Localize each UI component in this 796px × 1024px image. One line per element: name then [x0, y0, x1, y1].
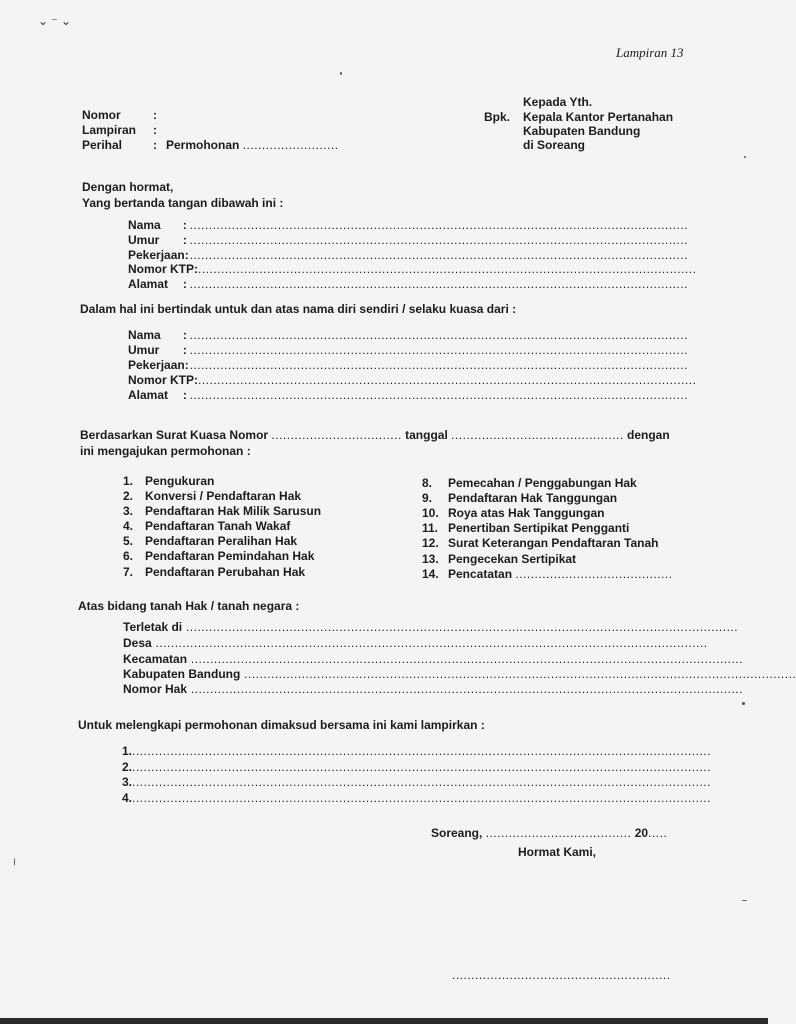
- service-item[interactable]: 10. Roya atas Hak Tanggungan: [422, 506, 605, 520]
- scan-edge: [0, 1018, 768, 1024]
- service-item[interactable]: 6. Pendaftaran Pemindahan Hak: [123, 549, 315, 563]
- addressee-line4: di Soreang: [523, 138, 586, 152]
- service-item[interactable]: 8. Pemecahan / Penggabungan Hak: [422, 476, 637, 490]
- attachment-item[interactable]: 4. .......................................................................................................................................................: [122, 791, 711, 805]
- principal-occupation-field[interactable]: Pekerjaan : ..................................................................................................................................: [128, 358, 688, 372]
- scan-artifact: ⌄ ⁻ ⌄: [38, 14, 72, 28]
- representation-text: Dalam hal ini bertindak untuk dan atas nama diri sendiri / selaku kuasa dari :: [80, 302, 517, 316]
- attachment-item[interactable]: 3. .......................................................................................................................................................: [122, 775, 711, 789]
- service-item[interactable]: 9. Pendaftaran Hak Tanggungan: [422, 491, 618, 505]
- perihal-value: Permohonan .........................: [166, 138, 339, 152]
- scan-speck: [744, 156, 746, 158]
- addressee-prefix: Bpk.: [484, 110, 511, 124]
- land-location-field[interactable]: Terletak di ................................................................................................................................................: [123, 620, 739, 634]
- applicant-ktp-field[interactable]: Nomor KTP : ..................................................................................................................................: [128, 262, 697, 276]
- scan-speck: [340, 72, 342, 75]
- place-date-line[interactable]: Soreang, ...................................... 20.....: [431, 826, 668, 840]
- attachment-number: Lampiran 13: [616, 45, 684, 60]
- power-of-attorney-line: Berdasarkan Surat Kuasa Nomor .................................. tanggal ............................................. dengan: [80, 428, 670, 442]
- land-right-number-field[interactable]: Nomor Hak ................................................................................................................................................: [123, 682, 743, 696]
- perihal-label: Perihal: [82, 138, 123, 152]
- service-item[interactable]: 2. Konversi / Pendaftaran Hak: [123, 489, 302, 503]
- land-district-field[interactable]: Kecamatan ................................................................................................................................................: [123, 652, 743, 666]
- attachment-item[interactable]: 1. .......................................................................................................................................................: [122, 744, 711, 758]
- request-intro: ini mengajukan permohonan :: [80, 444, 251, 458]
- service-item[interactable]: 7. Pendaftaran Perubahan Hak: [123, 565, 306, 579]
- applicant-age-field[interactable]: Umur : ..................................................................................................................................: [128, 233, 688, 247]
- principal-name-field[interactable]: Nama : ..................................................................................................................................: [128, 328, 688, 342]
- attachment-item[interactable]: 2. .......................................................................................................................................................: [122, 760, 711, 774]
- scan-speck: [742, 900, 747, 901]
- scan-speck: [14, 858, 15, 866]
- addressee-line3: Kabupaten Bandung: [523, 124, 641, 138]
- addressee-line2: Kepala Kantor Pertanahan: [523, 110, 674, 124]
- signature-line[interactable]: .........................................................: [452, 968, 671, 982]
- attachments-heading: Untuk melengkapi permohonan dimaksud bersama ini kami lampirkan :: [78, 718, 485, 732]
- intro-text: Yang bertanda tangan dibawah ini :: [82, 196, 284, 210]
- land-heading: Atas bidang tanah Hak / tanah negara :: [78, 599, 300, 613]
- service-item[interactable]: 13. Pengecekan Sertipikat: [422, 552, 577, 566]
- service-item[interactable]: 14. Pencatatan .........................................: [422, 567, 673, 581]
- salutation: Dengan hormat,: [82, 180, 174, 194]
- nomor-colon: :: [153, 108, 157, 122]
- scan-speck: [742, 702, 745, 705]
- service-item[interactable]: 12. Surat Keterangan Pendaftaran Tanah: [422, 536, 659, 550]
- principal-ktp-field[interactable]: Nomor KTP : ..................................................................................................................................: [128, 373, 697, 387]
- service-item[interactable]: 1. Pengukuran: [123, 474, 215, 488]
- land-village-field[interactable]: Desa ................................................................................................................................................: [123, 636, 708, 650]
- addressee-line1: Kepada Yth.: [523, 95, 593, 109]
- closing-regards: Hormat Kami,: [518, 845, 597, 859]
- service-item[interactable]: 3. Pendaftaran Hak Milik Sarusun: [123, 504, 322, 518]
- lampiran-colon: :: [153, 123, 157, 137]
- nomor-label: Nomor: [82, 108, 121, 122]
- principal-age-field[interactable]: Umur : ..................................................................................................................................: [128, 343, 688, 357]
- applicant-address-field[interactable]: Alamat : ..................................................................................................................................: [128, 277, 688, 291]
- applicant-name-field[interactable]: Nama : ..................................................................................................................................: [128, 218, 688, 232]
- perihal-colon: :: [153, 138, 157, 152]
- service-item[interactable]: 5. Pendaftaran Peralihan Hak: [123, 534, 298, 548]
- applicant-occupation-field[interactable]: Pekerjaan : ..................................................................................................................................: [128, 248, 688, 262]
- principal-address-field[interactable]: Alamat : ..................................................................................................................................: [128, 388, 688, 402]
- service-item[interactable]: 11. Penertiban Sertipikat Pengganti: [422, 521, 630, 535]
- land-regency-field[interactable]: Kabupaten Bandung ................................................................................................................................................: [123, 667, 796, 681]
- service-item[interactable]: 4. Pendaftaran Tanah Wakaf: [123, 519, 291, 533]
- lampiran-label: Lampiran: [82, 123, 137, 137]
